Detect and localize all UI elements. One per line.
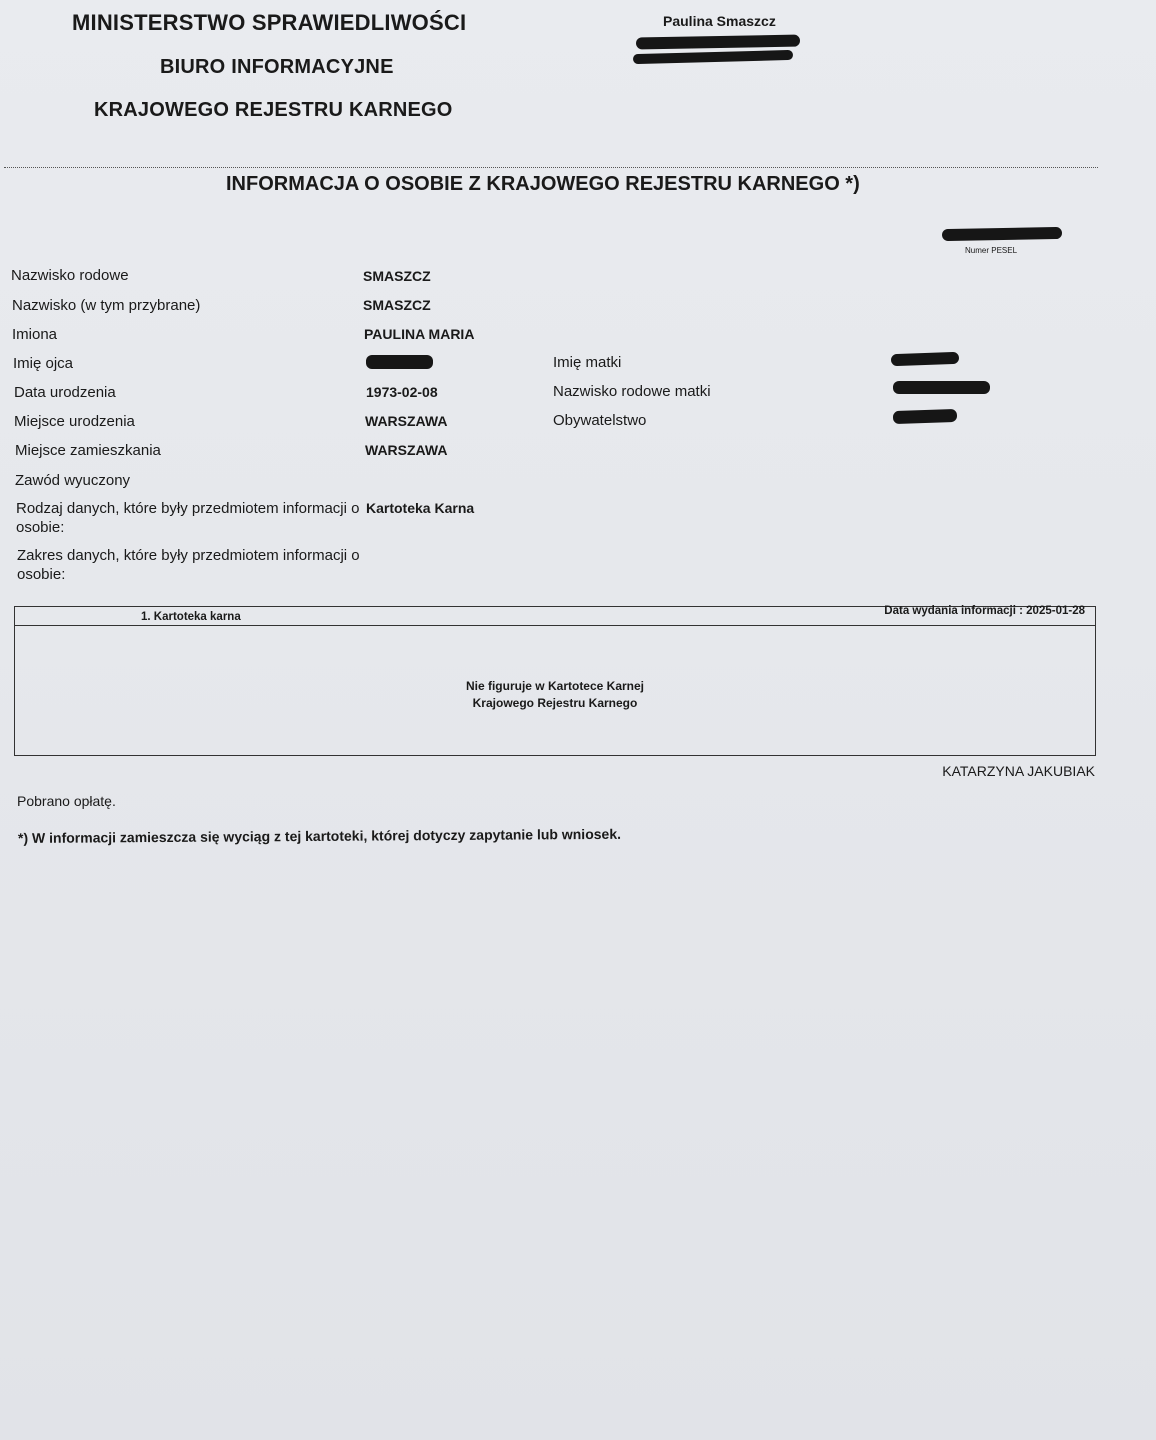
document-title: INFORMACJA O OSOBIE Z KRAJOWEGO REJESTRU KARNEGO *) [226, 173, 860, 195]
value-residence: WARSZAWA [365, 442, 448, 458]
redacted-father-name [366, 355, 433, 369]
criminal-record-box [14, 606, 1096, 756]
ministry-name: MINISTERSTWO SPRAWIEDLIWOŚCI [72, 10, 467, 35]
footnote: *) W informacji zamieszcza się wyciąg z tej kartoteki, której dotyczy zapytanie lub wniosek. [17, 825, 622, 846]
label-citizenship: Obywatelstwo [553, 412, 647, 429]
redacted-mother-name [891, 352, 959, 366]
label-residence: Miejsce zamieszkania [15, 442, 161, 459]
box-header-rule [15, 625, 1095, 626]
fee-note: Pobrano opłatę. [17, 793, 116, 809]
record-status-line1: Nie figuruje w Kartotece Karnej [465, 679, 645, 693]
label-birth-surname: Nazwisko rodowe [11, 267, 129, 284]
value-birth-place: WARSZAWA [365, 413, 448, 429]
pesel-caption: Numer PESEL [965, 246, 1018, 255]
value-birth-surname: SMASZCZ [363, 268, 431, 284]
redacted-address-line2 [633, 50, 793, 64]
label-given-names: Imiona [12, 326, 58, 343]
signatory-name: KATARZYNA JAKUBIAK [942, 763, 1095, 779]
issue-date: Data wydania informacji : 2025-01-28 [884, 605, 1085, 617]
label-birth-date: Data urodzenia [14, 384, 116, 401]
section-title: 1. Kartoteka karna [141, 611, 241, 623]
redacted-mother-birth-surname [893, 381, 990, 394]
addressee-name: Paulina Smaszcz [663, 13, 776, 29]
record-status-line2: Krajowego Rejestru Karnego [472, 696, 638, 710]
redacted-address-line1 [636, 35, 800, 50]
label-father-name: Imię ojca [13, 355, 74, 372]
redacted-pesel-number [942, 227, 1062, 241]
value-birth-date: 1973-02-08 [366, 384, 438, 400]
register-name: KRAJOWEGO REJESTRU KARNEGO [94, 99, 453, 121]
value-data-type: Kartoteka Karna [366, 500, 475, 516]
value-surname: SMASZCZ [363, 297, 431, 313]
label-mother-birth-surname: Nazwisko rodowe matki [553, 383, 711, 400]
label-mother-name: Imię matki [553, 354, 622, 371]
label-birth-place: Miejsce urodzenia [14, 413, 135, 430]
label-surname: Nazwisko (w tym przybrane) [12, 297, 201, 314]
bureau-name: BIURO INFORMACYJNE [160, 56, 394, 78]
value-given-names: PAULINA MARIA [364, 326, 475, 342]
label-data-scope: Zakres danych, które były przedmiotem informacji o osobie: [17, 547, 360, 583]
header-divider [4, 167, 1098, 168]
redacted-citizenship [893, 409, 957, 424]
label-profession: Zawód wyuczony [15, 472, 131, 489]
label-data-type: Rodzaj danych, które były przedmiotem informacji o osobie: [16, 500, 360, 536]
